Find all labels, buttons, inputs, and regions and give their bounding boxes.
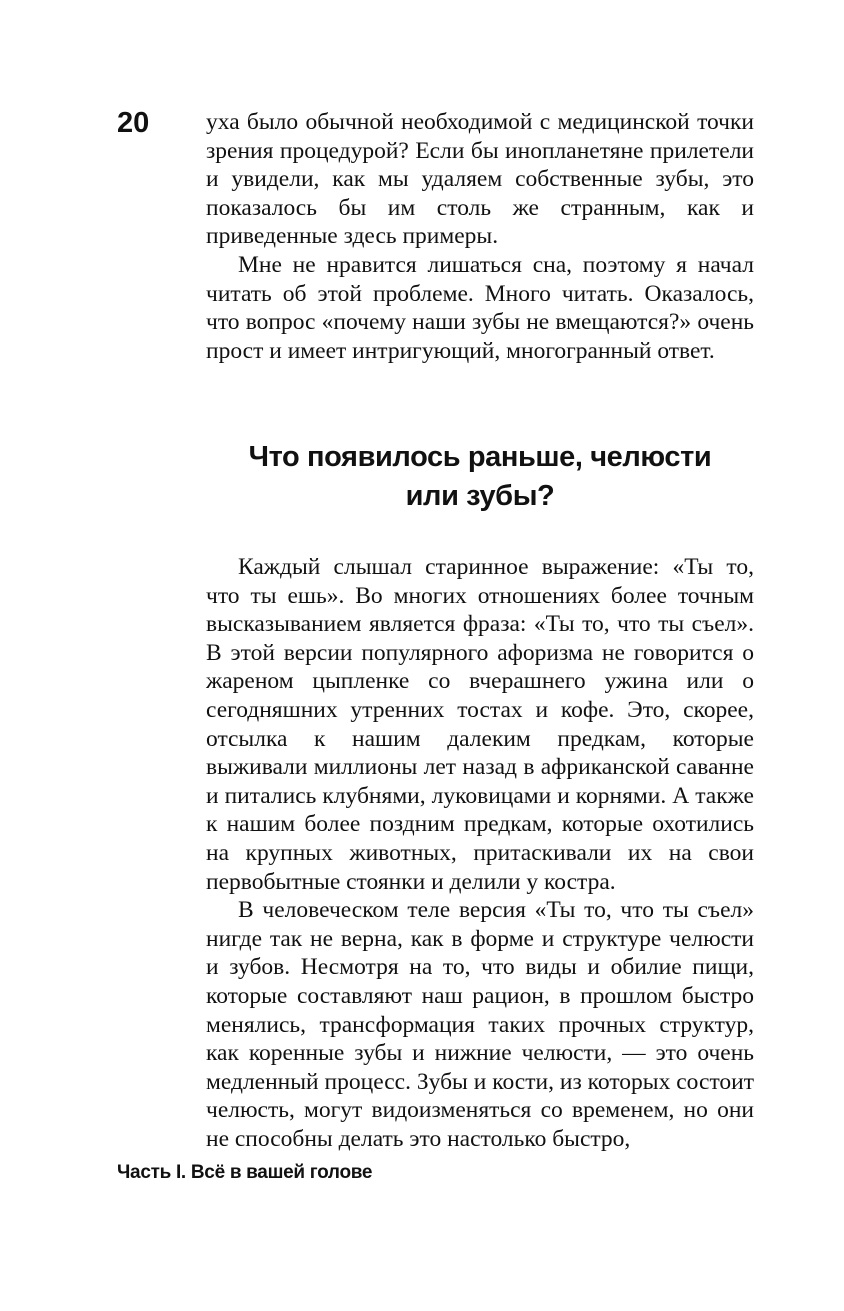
intro-text	[206, 108, 754, 365]
section-heading	[206, 438, 754, 516]
paragraph-continued: уха было обычной необходимой с медицинской точки зрения процедурой? Если бы инопланетяне прилетели и увидели, как мы удаляем собственные зубы, это показалось бы им столь же странным, как и приведенные здесь примеры.	[206, 109, 754, 250]
paragraph: В человеческом теле версия «Ты то, что ты съел» нигде так не верна, как в форме и структуре челюсти и зубов. Несмотря на то, что виды и обилие пищи, которые составляют наш рацион, в прошлом быстро менялись, трансформация таких прочных структур, как коренные зубы и нижние челюсти, — это очень медленный процесс. Зубы и кости, из которых состоит челюсть, могут видоизменяться со временем, но они не способны делать это настолько быстро,	[206, 897, 754, 1152]
paragraph: Каждый слышал старинное выражение: «Ты то, что ты ешь». Во многих отношениях более точным высказыванием является фраза: «Ты то, что ты съел». В этой версии популярного афоризма не говорится о жареном цыпленке со вчерашнего ужина или о сегодняшних утренних тостах и кофе. Это, скорее, отсылка к нашим далеким предкам, которые выживали миллионы лет назад в африканской саванне и питались клубнями, луковицами и корнями. А также к нашим более поздним предкам, которые охотились на крупных животных, притаскивали их на свои первобытные стоянки и делили у костра.	[206, 554, 754, 895]
running-footer: Часть I. Всё в вашей голове	[117, 1162, 373, 1183]
section-heading-line: или зубы?	[405, 480, 555, 512]
section-heading-line: Что появилось раньше, челюсти	[248, 441, 712, 473]
page-number: 20	[117, 107, 150, 139]
paragraph: Мне не нравится лишаться сна, поэтому я начал читать об этой проблеме. Много читать. Оказалось, что вопрос «почему наши зубы не вмещаются?» очень прост и имеет интригующий, многогранный ответ.	[206, 251, 754, 364]
section-body-text	[206, 553, 754, 1153]
